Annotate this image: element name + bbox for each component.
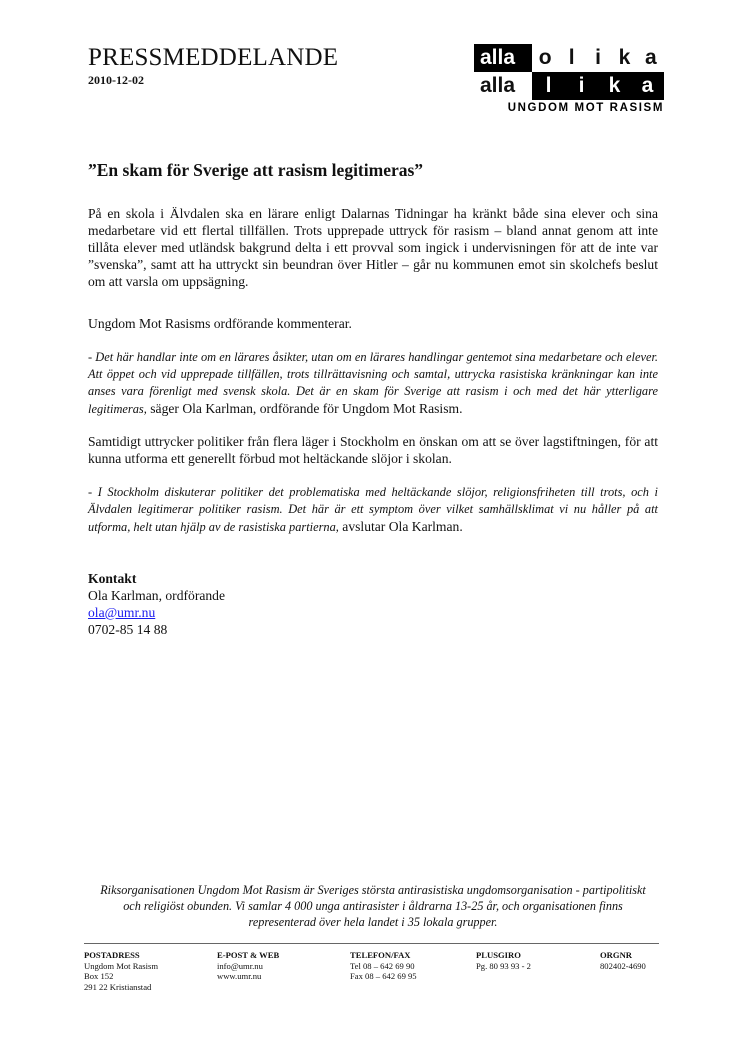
- quote-attribution: säger Ola Karlman, ordförande för Ungdom Mot Rasism.: [146, 401, 463, 416]
- contact-phone: 0702-85 14 88: [88, 622, 168, 637]
- logo-letter: l: [532, 72, 565, 100]
- footer-line: Ungdom Mot Rasism: [84, 960, 159, 971]
- body-paragraph-3: Samtidigt uttrycker politiker från flera läger i Stockholm en önskan om att se över lagstiftningen, för att kunna utforma ett generellt förbud mot heltäckande slöjor i skolan.: [88, 434, 658, 466]
- logo-word: alla: [480, 74, 516, 97]
- logo-letter: l: [568, 46, 575, 69]
- headline: ”En skam för Sverige att rasism legitimeras”: [88, 160, 424, 180]
- logo-word: alla: [474, 44, 532, 72]
- footer-plusgiro: [476, 950, 531, 971]
- footer-postadress: [84, 950, 158, 992]
- quote-paragraph-1: [88, 349, 658, 418]
- footer-heading: PLUSGIRO: [476, 950, 521, 960]
- logo-tagline: UNGDOM MOT RASISM: [507, 102, 664, 114]
- footer-line: www.umr.nu: [217, 971, 262, 981]
- logo-row-1: [474, 44, 664, 72]
- logo-letter: a: [644, 46, 657, 69]
- organization-note: Riksorganisationen Ungdom Mot Rasism är Sveriges största antirasistiska ungdomsorganisation - partipolitiskt och religiöst obunden. Vi samlar 4 000 unga antirasister i åldrarna 13-25 år, och organisationen finns representerad över hela landet i 35 lokala grupper.: [100, 883, 646, 929]
- footer-divider: [84, 943, 659, 944]
- quote-paragraph-2: [88, 484, 658, 536]
- footer-line: Box 152: [84, 971, 114, 981]
- contact-name: Ola Karlman, ordförande: [88, 588, 226, 603]
- body-paragraph-1: På en skola i Älvdalen ska en lärare enligt Dalarnas Tidningar ha kränkt både sina elever och sina medarbetare vid ett flertal tillfällen. Trots upprepade uttryck för rasism – bland annat genom att inte tillåta elever med utländsk bakgrund delta i ett provval som ingick i undervisningen för att de inte var ”svenska”, samt att ha uttryckt sin beundran över Hitler – går nu kommunen emot sin skolchefs beslut om att varsla om uppsägning.: [88, 206, 658, 289]
- footer-heading: TELEFON/FAX: [350, 950, 411, 960]
- quote-attribution: avslutar Ola Karlman.: [338, 519, 463, 534]
- footer-heading: E-POST & WEB: [217, 950, 280, 960]
- logo-row-2: [474, 72, 664, 100]
- logo-letter: a: [631, 72, 664, 100]
- footer-line: Fax 08 – 642 69 95: [350, 971, 417, 981]
- footer-orgnr: [600, 950, 646, 971]
- footer-telefon: [350, 950, 417, 982]
- logo-letter: k: [598, 72, 631, 100]
- page-title: PRESSMEDDELANDE: [88, 44, 339, 71]
- footer-line: Pg. 80 93 93 - 2: [476, 960, 531, 971]
- quote-text: - I Stockholm diskuterar politiker det problematiska med heltäckande slöjor, religionsfriheten till trots, och i Älvdalen legitimerar politiker rasism. Det här är ett symptom över vilket samhällsklimat vi nu håller på att utforma, helt utan hjälp av de rasistiska partierna,: [88, 485, 658, 534]
- contact-heading: Kontakt: [88, 571, 137, 586]
- logo-letter: i: [565, 72, 598, 100]
- logo-letter: o: [538, 46, 552, 69]
- footer-line: 291 22 Kristianstad: [84, 981, 152, 992]
- body-paragraph-2: Ungdom Mot Rasisms ordförande kommenterar.: [88, 316, 352, 331]
- footer-line: 802402-4690: [600, 960, 646, 971]
- contact-email-link[interactable]: ola@umr.nu: [88, 605, 156, 620]
- quote-text: - Det här handlar inte om en lärares åsikter, utan om en lärares handlingar gentemot sina medarbetare och elever. Att öppet och vid upprepade tillfällen, trots tillrättavisning och samtal, uttrycka rasistiska kränkningar kan inte anses vara förenligt med svensk skola. Det är en skam för Sverige att rasism i och med det här ytterligare legitimeras,: [88, 350, 658, 416]
- footer-line: info@umr.nu: [217, 960, 263, 971]
- footer-epost: [217, 950, 279, 982]
- footer-line: Tel 08 – 642 69 90: [350, 960, 415, 971]
- logo-letter: k: [618, 46, 631, 69]
- contact-block: [88, 570, 225, 638]
- footer-heading: POSTADRESS: [84, 950, 140, 960]
- press-date: 2010-12-02: [88, 73, 144, 87]
- logo-letter: i: [595, 46, 601, 69]
- organization-logo: [474, 44, 664, 114]
- footer-heading: ORGNR: [600, 950, 632, 960]
